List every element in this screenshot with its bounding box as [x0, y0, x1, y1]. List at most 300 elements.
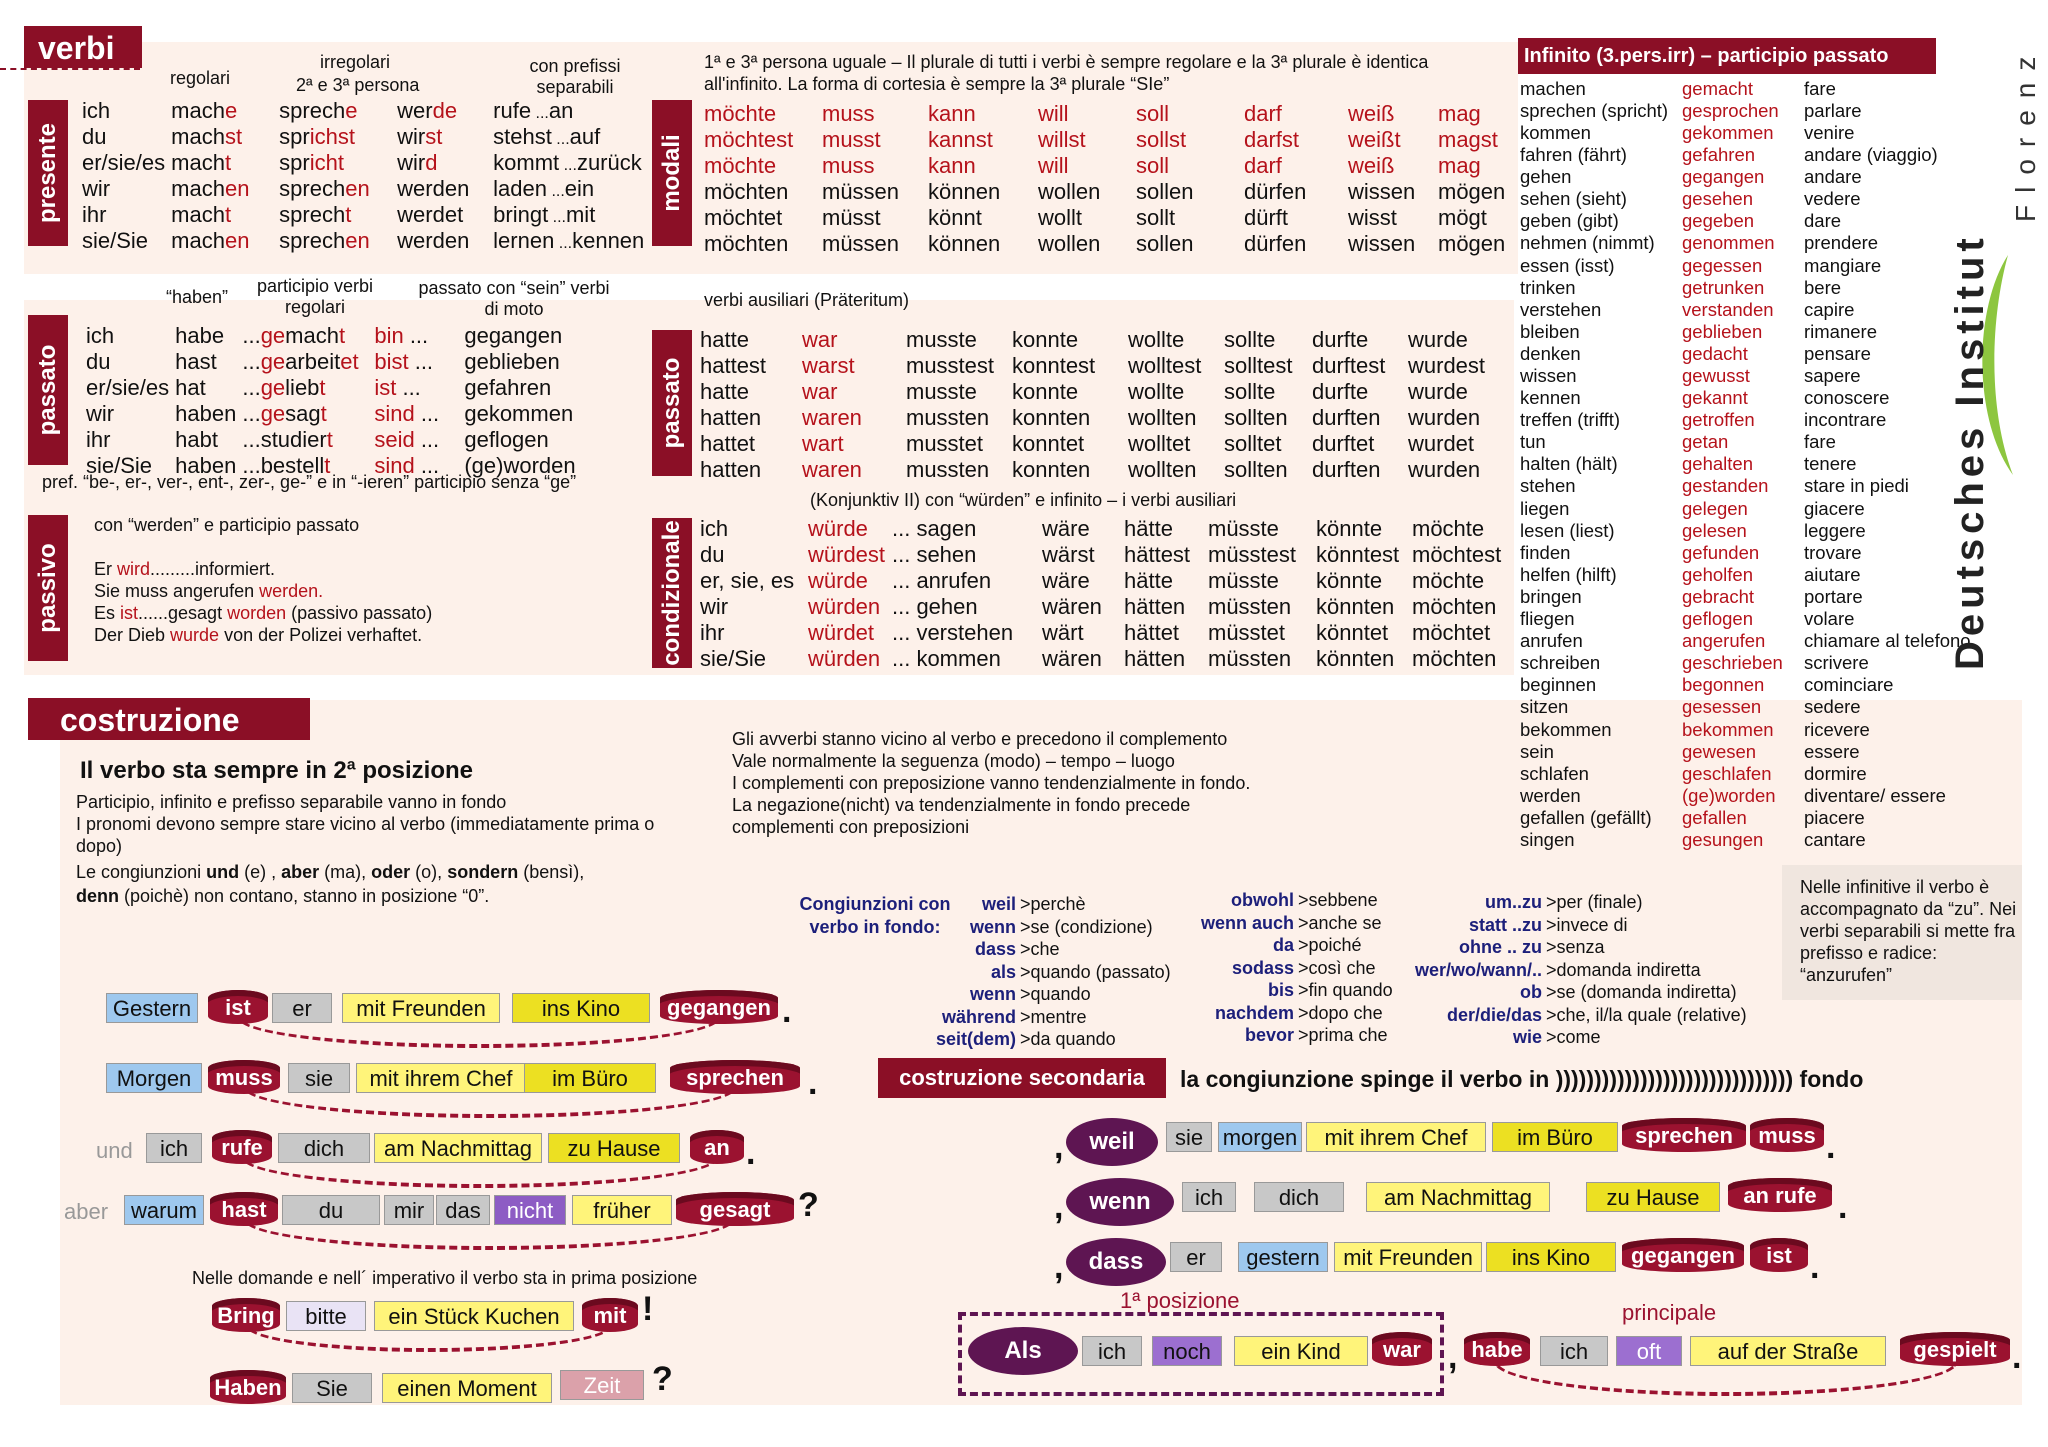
prefix-dots: ... — [559, 157, 577, 174]
passato-row — [86, 323, 582, 349]
participio-cell — [242, 375, 374, 401]
konj-cell: wäre — [1042, 568, 1090, 593]
prefix-dots: ... — [547, 183, 565, 200]
passivo-l1: Er wird.........informiert. — [94, 559, 276, 579]
avverbi-line: I complementi con preposizione vanno tendenzialmente in fondo. — [732, 773, 1251, 793]
infinito-row — [1520, 586, 1971, 608]
conj-word: während — [941, 1006, 1016, 1027]
praeteritum-row — [700, 353, 1498, 379]
modali-cell: möchten — [704, 179, 789, 204]
presente-row — [82, 176, 650, 202]
praeteritum-cell: hattet — [700, 431, 756, 456]
infinito-cell: kommen — [1520, 121, 1591, 143]
infinito-cell: fahren (fährt) — [1520, 144, 1627, 166]
prefix-part: kennen — [572, 228, 645, 253]
r4-punct: . — [2012, 1338, 2022, 1376]
infinito-row — [1520, 520, 1971, 542]
r4-gespielt: gespielt — [1900, 1332, 2010, 1366]
haben-cell: hat — [175, 375, 206, 400]
participio-cell: gesungen — [1682, 828, 1764, 850]
conj-meaning: >sebbene — [1298, 890, 1378, 910]
participio-cell: getan — [1682, 431, 1729, 453]
modali-cell: müssen — [822, 231, 900, 256]
conj-word: da — [1272, 935, 1294, 955]
pronoun-cell: ihr — [86, 427, 111, 452]
part-pre: ge — [260, 323, 286, 348]
konj-cell: möchtet — [1412, 620, 1491, 645]
participio-cell: gewesen — [1682, 740, 1757, 762]
konj-cell: möchte — [1412, 568, 1485, 593]
werden-stem: wer — [397, 98, 433, 123]
infinito-row — [1520, 564, 1971, 586]
modali-cell: könnt — [928, 205, 982, 230]
r2-nachmittag: am Nachmittag — [1366, 1182, 1550, 1212]
pronoun-cell: er, sie, es — [700, 568, 795, 593]
part-end: t — [338, 323, 346, 348]
participio-cell: bekommen — [1682, 718, 1774, 740]
infinito-cell: gefallen (gefällt) — [1520, 806, 1652, 828]
participio-cell: (ge)worden — [1682, 784, 1776, 806]
praeteritum-cell: wurde — [1408, 379, 1468, 404]
modali-row — [704, 205, 1518, 231]
prefix-cell — [493, 124, 650, 150]
r4-comma: , — [1448, 1338, 1458, 1376]
costruzione-subtitle: Il verbo sta sempre in 2ª posizione — [80, 757, 473, 784]
costruzione-p3: Le congiunzioni und (e) , aber (ma), oder (o), sondern (bensì), denn (poichè) non contano, stanno in posizione “0”. — [76, 862, 585, 906]
r2-ich: ich — [1182, 1182, 1236, 1212]
konj-cell: hättet — [1124, 620, 1180, 645]
sein-cell — [374, 323, 464, 349]
praeteritum-cell: war — [802, 327, 838, 352]
conj-meaning: >dopo che — [1298, 1002, 1383, 1023]
participio-cell: gegangen — [1682, 166, 1765, 188]
part-mid: lieb — [285, 375, 320, 400]
werden-cell — [397, 150, 493, 176]
presente-tab: presente — [28, 100, 68, 246]
note-infinitive: Nelle infinitive il verbo è accompagnato da “zu”. Nei verbi separabili si mette fra prefisso e radice: “anzurufen” — [1800, 877, 2017, 985]
modali-cell: möchten — [704, 231, 789, 256]
costruzione-p1: Participio, infinito e prefisso separabile vanno in fondo — [76, 792, 507, 812]
sein-verb: sind — [374, 453, 415, 478]
prefix-dots: ... — [548, 209, 566, 226]
modali-row — [704, 127, 1518, 153]
wuerden-cell: würde — [808, 568, 868, 593]
italiano-cell: chiamare al telefono — [1804, 630, 1971, 652]
infinito-row — [1520, 188, 1971, 210]
conj-meaning: >come — [1546, 1027, 1601, 1047]
sein-part-cell: gekommen — [464, 401, 574, 426]
conj-row — [930, 1028, 1171, 1051]
presente-row — [82, 124, 650, 150]
condizionale-table — [700, 516, 1507, 672]
pos1-label: 1ª posizione — [1120, 1288, 1240, 1313]
italiano-cell: andare — [1804, 166, 1862, 188]
conj-row — [1400, 891, 1747, 914]
praeteritum-cell: durfte — [1312, 379, 1369, 404]
passato-table — [86, 323, 582, 479]
s3-punct: . — [746, 1134, 756, 1172]
avverbi-line: La negazione(nicht) va tendenzialmente in fondo precede — [732, 795, 1191, 815]
conj-word: wenn — [969, 916, 1016, 937]
infinito-cell: geben (gibt) — [1520, 210, 1619, 232]
praeteritum-cell: durftet — [1312, 431, 1375, 456]
italiano-cell: pensare — [1804, 342, 1871, 364]
infinito-title: Infinito (3.pers.irr) – participio passato — [1518, 38, 1936, 74]
infinito-cell: bringen — [1520, 585, 1582, 607]
modali-cell: muss — [822, 101, 875, 126]
praeteritum-cell: musste — [906, 379, 977, 404]
infinito-cell: verstehen — [1520, 298, 1602, 320]
participio-cell: gefallen — [1682, 806, 1747, 828]
konj-cell: wären — [1042, 594, 1102, 619]
irreg-stem: sprech — [279, 98, 346, 123]
r1-buero: im Büro — [1492, 1122, 1618, 1152]
infinito-row — [1520, 652, 1971, 674]
praeteritum-cell: sollten — [1224, 457, 1288, 482]
prefix-cell — [493, 150, 650, 176]
s4-mir: mir — [384, 1195, 434, 1225]
praeteritum-cell: wollte — [1128, 327, 1185, 352]
participio-cell: gesessen — [1682, 696, 1762, 718]
infinito-row — [1520, 741, 1971, 763]
modali-cell: will — [1038, 153, 1069, 178]
infinito-cell: trinken — [1520, 276, 1576, 298]
infinito-row — [1520, 498, 1971, 520]
italiano-cell: mangiare — [1804, 254, 1882, 276]
r1-punct: . — [1826, 1128, 1836, 1166]
r4-habe: habe — [1464, 1332, 1530, 1366]
pronoun-cell: sie/Sie — [86, 453, 153, 478]
conj-meaning: >senza — [1546, 937, 1605, 957]
part-pre: bestell — [260, 453, 325, 478]
r3-er: er — [1170, 1242, 1222, 1272]
participio-cell: gestanden — [1682, 475, 1769, 497]
pronoun-cell: wir — [86, 401, 115, 426]
s5-punct: ! — [642, 1290, 654, 1328]
sein-dots: ... — [403, 323, 429, 348]
infinito-row — [1520, 255, 1971, 277]
s6-zeit: Zeit — [560, 1370, 644, 1400]
participio-cell: gefahren — [1682, 144, 1756, 166]
konj-cell: könnte — [1316, 516, 1383, 541]
italiano-cell: incontrare — [1804, 409, 1887, 431]
title-dash — [0, 68, 140, 70]
passato-note: pref. “be-, er-, ver-, ent-, zer-, ge-” e in “-ieren” participio senza “ge” — [42, 472, 577, 492]
italiano-cell: stare in piedi — [1804, 475, 1909, 497]
conj-row — [1400, 936, 1747, 959]
conj-meaning: >per (finale) — [1546, 892, 1643, 912]
col-regolari: regolari — [170, 68, 231, 88]
infinito-row — [1520, 144, 1971, 166]
italiano-cell: ricevere — [1804, 718, 1870, 740]
conj-meaning: >anche se — [1298, 912, 1382, 933]
infinito-row — [1520, 233, 1971, 255]
modali-cell: können — [928, 231, 1001, 256]
participio-cell: gewusst — [1682, 365, 1750, 387]
pronoun-cell: wir — [700, 594, 729, 619]
praeteritum-cell: konnten — [1012, 457, 1091, 482]
konj-cell: müsstet — [1208, 620, 1286, 645]
modali-cell: wissen — [1348, 179, 1416, 204]
conj-col-1 — [930, 893, 1171, 1051]
regolare-ending: t — [224, 202, 232, 227]
praeteritum-cell: konntest — [1012, 353, 1096, 378]
praeteritum-cell: solltet — [1224, 431, 1282, 456]
konj-cell: müsste — [1208, 568, 1279, 593]
r3-dass: dass — [1066, 1238, 1166, 1286]
konj-cell: könntest — [1316, 542, 1400, 567]
participio-cell: gesprochen — [1682, 99, 1779, 121]
praeteritum-row — [700, 327, 1498, 353]
s3-ich: ich — [146, 1133, 202, 1163]
praeteritum-cell: durften — [1312, 457, 1381, 482]
infinito-table — [1520, 78, 1971, 851]
conj-word: weil — [981, 894, 1016, 914]
conj-word: ob — [1520, 982, 1542, 1002]
inf-cell: ... kommen — [892, 646, 1001, 671]
inf-cell: ... gehen — [892, 594, 978, 619]
infinito-cell: treffen (trifft) — [1520, 409, 1621, 431]
werden-cell — [397, 228, 493, 254]
participio-cell: genommen — [1682, 232, 1775, 254]
irreg-ending: en — [345, 228, 370, 253]
modali-cell: weißt — [1348, 127, 1401, 152]
modali-cell: wisst — [1348, 205, 1397, 230]
s3-an: an — [690, 1130, 744, 1164]
modali-cell: weiß — [1348, 153, 1395, 178]
wuerden-cell: würde — [808, 516, 868, 541]
praeteritum-cell: musstet — [906, 431, 984, 456]
principale-label: principale — [1622, 1300, 1717, 1325]
pronoun-cell: wir — [82, 176, 111, 201]
r3-gegangen: gegangen — [1622, 1238, 1744, 1272]
modali-cell: willst — [1038, 127, 1086, 152]
praeteritum-cell: wurdet — [1408, 431, 1475, 456]
participio-cell: begonnen — [1682, 674, 1765, 696]
konj-cell: möchtest — [1412, 542, 1502, 567]
conj-meaning: >quando — [1020, 984, 1091, 1004]
irreg-ending: icht — [309, 150, 344, 175]
praeteritum-cell: mussten — [906, 457, 990, 482]
modali-cell: möchtet — [704, 205, 783, 230]
r3-punct: . — [1810, 1248, 1820, 1286]
regolare-cell — [171, 202, 279, 228]
presente-table — [82, 98, 650, 254]
costruzione-title: costruzione — [28, 698, 310, 740]
praeteritum-cell: hatten — [700, 457, 762, 482]
modali-cell: soll — [1136, 101, 1170, 126]
konj-cell: hätte — [1124, 516, 1173, 541]
conj-word: um..zu — [1485, 892, 1542, 912]
modali-cell: sollt — [1136, 205, 1176, 230]
werden-stem: werden — [397, 228, 470, 253]
italiano-cell: sedere — [1804, 696, 1861, 718]
part-dots: ... — [242, 427, 261, 452]
konj-cell: hättest — [1124, 542, 1191, 567]
prefix-dots: ... — [531, 105, 549, 122]
irregolare-cell — [279, 202, 397, 228]
part-dots: ... — [242, 375, 261, 400]
regolare-stem: mach — [171, 98, 225, 123]
inf-cell: ... sagen — [892, 516, 977, 541]
infinito-cell: sitzen — [1520, 696, 1569, 718]
part-end: et — [340, 349, 359, 374]
conj-row — [1180, 934, 1393, 957]
praeteritum-row — [700, 431, 1498, 457]
r2-hause: zu Hause — [1586, 1182, 1720, 1212]
r2-dich: dich — [1254, 1182, 1344, 1212]
condizionale-title: (Konjunktiv II) con “würden” e infinito – i verbi ausiliari — [810, 490, 1237, 510]
conj-row — [1180, 1002, 1393, 1025]
condizionale-row — [700, 568, 1507, 594]
r1-weil: weil — [1066, 1118, 1158, 1166]
s4-gesagt: gesagt — [676, 1192, 794, 1226]
pronoun-cell: sie/Sie — [82, 228, 149, 253]
irreg-stem: sprech — [279, 176, 346, 201]
italiano-cell: piacere — [1804, 806, 1865, 828]
participio-cell: gebracht — [1682, 585, 1754, 607]
modali-cell: darfst — [1244, 127, 1300, 152]
konj-cell: könntet — [1316, 620, 1389, 645]
infinito-row — [1520, 343, 1971, 365]
s1-er: er — [272, 993, 332, 1023]
modali-cell: dürfen — [1244, 231, 1307, 256]
prefix-verb: laden — [493, 176, 547, 201]
infinito-cell: liegen — [1520, 497, 1570, 519]
werden-ending: st — [425, 124, 443, 149]
participio-cell: angerufen — [1682, 630, 1766, 652]
irregolare-cell — [279, 98, 397, 124]
italiano-cell: essere — [1804, 740, 1860, 762]
prefix-cell — [493, 228, 650, 254]
conj-row — [1400, 1026, 1747, 1049]
part-end: t — [326, 427, 333, 452]
r4-oft: oft — [1616, 1336, 1682, 1366]
praeteritum-cell: sollte — [1224, 327, 1276, 352]
praeteritum-cell: hattest — [700, 353, 767, 378]
infinito-cell: schlafen — [1520, 762, 1589, 784]
modali-cell: dürfen — [1244, 179, 1307, 204]
participio-cell: gekommen — [1682, 121, 1774, 143]
inf-cell: ... sehen — [892, 542, 977, 567]
modali-cell: müsst — [822, 205, 881, 230]
sein-dots: ... — [396, 375, 421, 400]
pronoun-cell: du — [86, 349, 111, 374]
participio-cell: gehalten — [1682, 453, 1753, 475]
irregolare-cell — [279, 150, 397, 176]
regolare-ending: e — [224, 98, 238, 123]
italiano-cell: dormire — [1804, 762, 1867, 784]
conj-label: Congiunzioni con verbo in fondo: — [799, 894, 951, 937]
s6-punct: ? — [652, 1360, 673, 1398]
pronoun-cell: ihr — [700, 620, 725, 645]
secondaria-title: la congiunzione spinge il verbo in ))))))))))))))))))))))))))))))) fondo — [1180, 1066, 1864, 1092]
s6-haben: Haben — [210, 1370, 286, 1404]
conj-row — [930, 893, 1171, 916]
konj-cell: müsstest — [1208, 542, 1297, 567]
conj-row — [930, 916, 1171, 939]
passato-row — [86, 401, 582, 427]
regolare-cell — [171, 228, 279, 254]
sein-verb: ist — [374, 375, 397, 400]
pronoun-cell: ich — [700, 516, 729, 541]
infinito-row — [1520, 829, 1971, 851]
praeteritum-cell: musste — [906, 327, 977, 352]
s4-punct: ? — [798, 1186, 819, 1224]
s2-punct: . — [808, 1064, 818, 1102]
presente-row — [82, 202, 650, 228]
s1-freunden: mit Freunden — [342, 993, 500, 1023]
modali-cell: weiß — [1348, 101, 1395, 126]
sein-dots: ... — [414, 453, 440, 478]
praeteritum-tab: passato — [652, 330, 692, 476]
wuerden-cell: würden — [808, 646, 881, 671]
italiano-cell: bere — [1804, 276, 1842, 298]
praeteritum-cell: waren — [802, 457, 862, 482]
modali-cell: müssen — [822, 179, 900, 204]
avverbi-text — [732, 728, 1352, 838]
prefix-verb: stehst — [493, 124, 552, 149]
wuerden-cell: würdet — [808, 620, 875, 645]
participio-cell: geflogen — [1682, 608, 1753, 630]
participio-cell — [242, 349, 374, 375]
modali-cell: mögen — [1438, 231, 1506, 256]
prefix-part: ein — [564, 176, 595, 201]
r3-gestern: gestern — [1238, 1242, 1328, 1272]
part-pre: studier — [260, 427, 327, 452]
r1-muss: muss — [1750, 1118, 1824, 1152]
irreg-ending: t — [345, 202, 352, 227]
italiano-cell: scrivere — [1804, 652, 1869, 674]
participio-cell: gedacht — [1682, 342, 1748, 364]
part-end: t — [320, 401, 327, 426]
conj-meaning: >se (condizione) — [1020, 916, 1153, 937]
col-sein: passato con “sein” verbi di moto — [418, 278, 610, 319]
infinito-cell: gehen — [1520, 166, 1572, 188]
konj-cell: wärt — [1042, 620, 1084, 645]
praeteritum-cell: wurden — [1408, 457, 1481, 482]
italiano-cell: vedere — [1804, 188, 1861, 210]
werden-stem: wir — [397, 124, 426, 149]
infinito-row — [1520, 78, 1971, 100]
modali-cell: können — [928, 179, 1001, 204]
praeteritum-cell: hatte — [700, 327, 749, 352]
infinito-row — [1520, 166, 1971, 188]
conj-meaning: >che, il/la quale (relative) — [1546, 1004, 1747, 1025]
konj-cell: hätte — [1124, 568, 1173, 593]
konj-cell: wärst — [1042, 542, 1095, 567]
praeteritum-cell: durftest — [1312, 353, 1386, 378]
participio-cell: gesehen — [1682, 188, 1753, 210]
praeteritum-cell: durfte — [1312, 327, 1369, 352]
part-dots: ... — [242, 453, 261, 478]
conj-meaning: >se (domanda indiretta) — [1546, 982, 1737, 1002]
infinito-cell: sein — [1520, 740, 1554, 762]
sein-part-cell: gefahren — [464, 375, 552, 400]
infinito-cell: kennen — [1520, 387, 1581, 409]
avverbi-line: complementi con preposizioni — [732, 817, 970, 837]
werden-ending: de — [432, 98, 458, 123]
s2-sie: sie — [288, 1063, 350, 1093]
r1-chef: mit ihrem Chef — [1306, 1122, 1486, 1152]
col-irregolari: irregolari — [320, 52, 391, 72]
italiano-cell: trovare — [1804, 541, 1862, 563]
conj-meaning: >che — [1020, 939, 1060, 959]
costruzione-p2: I pronomi devono sempre stare vicino al verbo (immediatamente prima o dopo) — [76, 814, 655, 856]
s3-nachmittag: am Nachmittag — [374, 1133, 542, 1163]
italiano-cell: capire — [1804, 298, 1855, 320]
modali-cell: wollen — [1038, 231, 1101, 256]
